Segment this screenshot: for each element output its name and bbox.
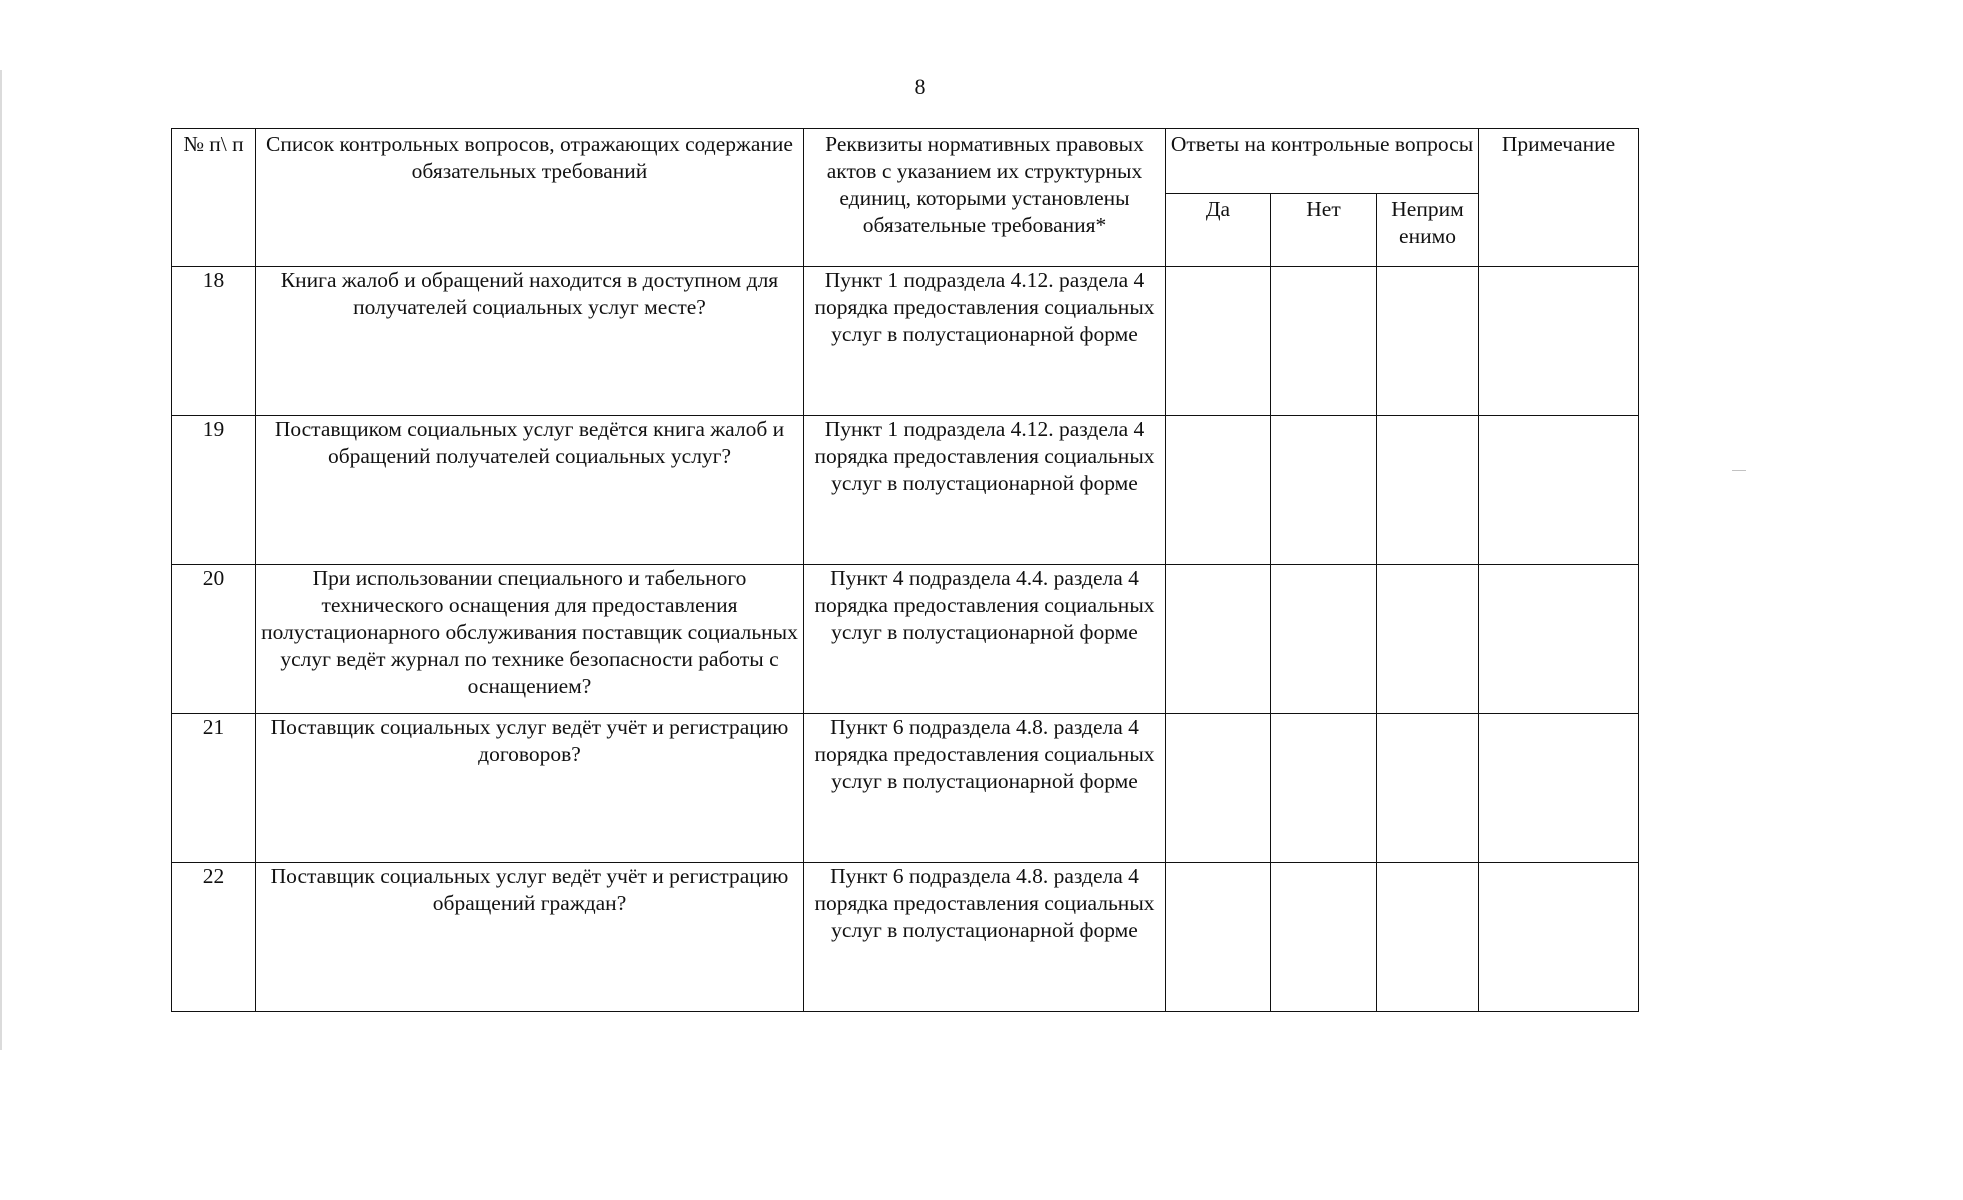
answer-na-cell[interactable]	[1377, 565, 1479, 714]
header-question: Список контрольных вопросов, отражающих содержание обязательных требований	[256, 129, 804, 267]
row-num: 21	[172, 714, 256, 863]
row-num: 20	[172, 565, 256, 714]
header-answers: Ответы на контрольные вопросы	[1166, 129, 1479, 194]
answer-yes-cell[interactable]	[1166, 267, 1271, 416]
note-cell[interactable]	[1479, 565, 1639, 714]
table-row	[172, 267, 1639, 416]
answer-na-cell[interactable]	[1377, 267, 1479, 416]
scan-edge-mark-right	[1732, 470, 1746, 471]
header-no: Нет	[1271, 194, 1377, 267]
table-header-row	[172, 129, 1639, 194]
answer-no-cell[interactable]	[1271, 416, 1377, 565]
answer-no-cell[interactable]	[1271, 863, 1377, 1012]
table-row	[172, 565, 1639, 714]
table-row	[172, 863, 1639, 1012]
table-row	[172, 714, 1639, 863]
row-question: Поставщиком социальных услуг ведётся книга жалоб и обращений получателей социальных услуг?	[256, 416, 804, 565]
row-num: 19	[172, 416, 256, 565]
row-legal-requisites: Пункт 1 подраздела 4.12. раздела 4 порядка предоставления социальных услуг в полустационарной форме	[804, 267, 1166, 416]
checklist-table	[171, 128, 1639, 1012]
row-legal-requisites: Пункт 4 подраздела 4.4. раздела 4 порядка предоставления социальных услуг в полустационарной форме	[804, 565, 1166, 714]
row-legal-requisites: Пункт 6 подраздела 4.8. раздела 4 порядка предоставления социальных услуг в полустационарной форме	[804, 714, 1166, 863]
scan-edge-mark-left	[0, 70, 2, 1050]
row-question: Поставщик социальных услуг ведёт учёт и регистрацию договоров?	[256, 714, 804, 863]
row-question: Книга жалоб и обращений находится в доступном для получателей социальных услуг месте?	[256, 267, 804, 416]
answer-na-cell[interactable]	[1377, 714, 1479, 863]
row-legal-requisites: Пункт 1 подраздела 4.12. раздела 4 порядка предоставления социальных услуг в полустационарной форме	[804, 416, 1166, 565]
answer-na-cell[interactable]	[1377, 863, 1479, 1012]
row-legal-requisites: Пункт 6 подраздела 4.8. раздела 4 порядка предоставления социальных услуг в полустационарной форме	[804, 863, 1166, 1012]
header-not-applicable: Неприм енимо	[1377, 194, 1479, 267]
note-cell[interactable]	[1479, 714, 1639, 863]
answer-yes-cell[interactable]	[1166, 565, 1271, 714]
answer-yes-cell[interactable]	[1166, 863, 1271, 1012]
header-legal-requisites: Реквизиты нормативных правовых актов с указанием их структурных единиц, которыми установлены обязательные требования*	[804, 129, 1166, 267]
header-num: № п\ п	[172, 129, 256, 267]
header-note: Примечание	[1479, 129, 1639, 267]
row-question: Поставщик социальных услуг ведёт учёт и регистрацию обращений граждан?	[256, 863, 804, 1012]
note-cell[interactable]	[1479, 863, 1639, 1012]
page-number: 8	[914, 74, 926, 99]
answer-no-cell[interactable]	[1271, 267, 1377, 416]
row-question: При использовании специального и табельного технического оснащения для предоставления полустационарного обслуживания поставщик социальных услуг ведёт журнал по технике безопасности работы с оснащением?	[256, 565, 804, 714]
note-cell[interactable]	[1479, 267, 1639, 416]
table-row	[172, 416, 1639, 565]
note-cell[interactable]	[1479, 416, 1639, 565]
row-num: 22	[172, 863, 256, 1012]
answer-yes-cell[interactable]	[1166, 416, 1271, 565]
answer-no-cell[interactable]	[1271, 565, 1377, 714]
row-num: 18	[172, 267, 256, 416]
header-yes: Да	[1166, 194, 1271, 267]
answer-yes-cell[interactable]	[1166, 714, 1271, 863]
answer-no-cell[interactable]	[1271, 714, 1377, 863]
answer-na-cell[interactable]	[1377, 416, 1479, 565]
